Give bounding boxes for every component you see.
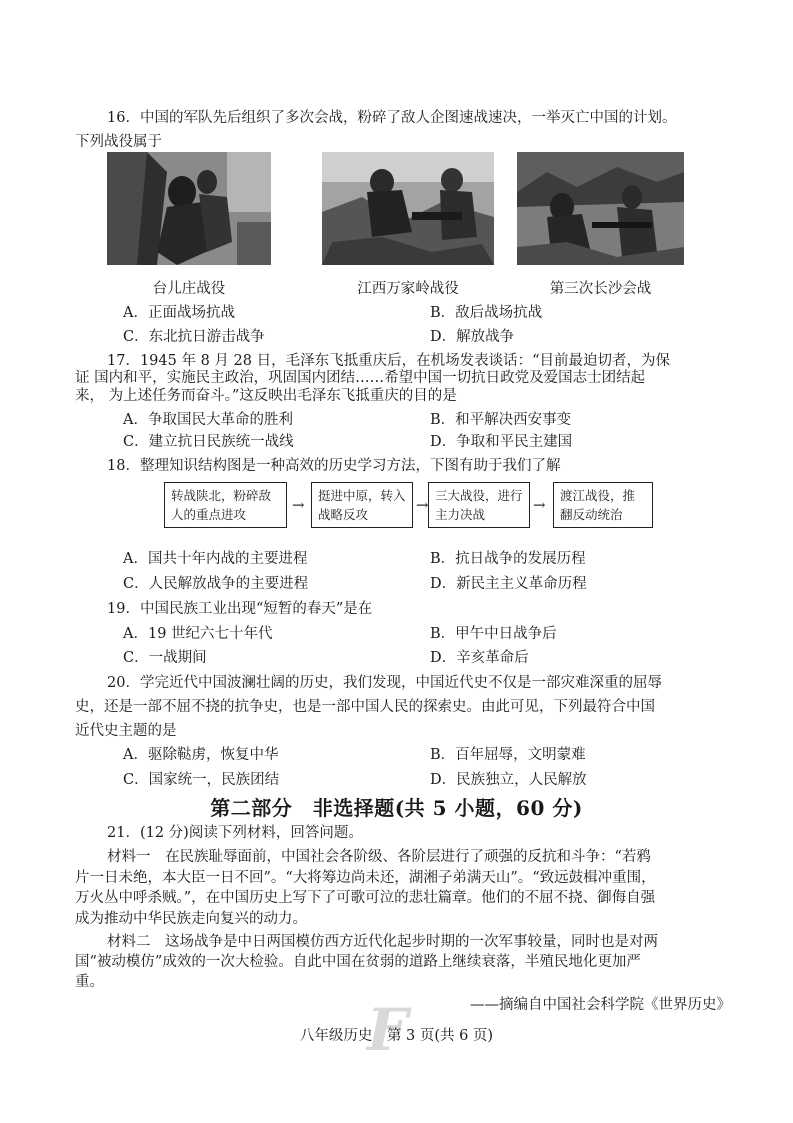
q16-option-c: C．东北抗日游击战争 <box>123 329 265 345</box>
flow-arrow-2: → <box>416 496 429 514</box>
caption-changsha: 第三次长沙会战 <box>549 281 652 297</box>
q19-stem-line1: 19．中国民族工业出现“短暂的春天”是在 <box>107 601 373 617</box>
flow-box-1: 转战陕北，粉碎敌人的重点进攻 <box>164 482 287 528</box>
q17-stem-line2: 证 国内和平，实施民主政治，巩固国内团结……希望中国一切抗日政党及爱国志士团结起 <box>75 370 646 386</box>
q17-option-b: B．和平解决西安事变 <box>430 412 572 428</box>
photo-changsha <box>517 152 684 265</box>
flow-arrow-3: → <box>533 496 546 514</box>
flow-box-3: 三大战役，进行主力决战 <box>428 482 530 528</box>
q19-option-c: C．一战期间 <box>123 650 207 666</box>
q17-option-d: D．争取和平民主建国 <box>430 434 573 450</box>
q21-material1-line2: 片一日未绝，本大臣一日不回”。“大将筹边尚未还，湖湘子弟满天山”。“致远鼓楫冲重围， <box>75 870 656 886</box>
q20-stem-line1: 20．学完近代中国波澜壮阔的历史，我们发现，中国近代史不仅是一部灾难深重的屈辱 <box>107 675 662 691</box>
watermark-letter: F <box>367 996 409 1064</box>
q19-option-a: A．19 世纪六七十年代 <box>123 626 273 642</box>
q21-material2-line1: 材料二 这场战争是中日两国模仿西方近代化起步时期的一次军事较量，同时也是对两 <box>107 934 658 950</box>
q18-option-c: C．人民解放战争的主要进程 <box>123 576 309 592</box>
flow-box-2: 挺进中原，转入战略反攻 <box>311 482 413 528</box>
photo-wanjialing <box>322 152 494 265</box>
q19-option-b: B．甲午中日战争后 <box>430 626 557 642</box>
q21-stem-line1: 21．(12 分)阅读下列材料，回答问题。 <box>107 825 363 841</box>
q18-stem-line1: 18．整理知识结构图是一种高效的历史学习方法，下图有助于我们了解 <box>107 458 561 474</box>
page-footer: 八年级历史 第 3 页(共 6 页) <box>299 1028 494 1044</box>
q21-material1-line3: 万火丛中呼杀贼。”，在中国历史上写下了可歌可泣的悲壮篇章。他们的不屈不挠、御侮自强 <box>75 890 656 906</box>
q21-material1-line4: 成为推动中华民族走向复兴的动力。 <box>75 911 307 927</box>
q21-material2-line2: 国“被动模仿”成效的一次大检验。自此中国在贫弱的道路上继续衰落，半殖民地化更加严 <box>75 954 641 970</box>
q20-option-d: D．民族独立，人民解放 <box>430 772 587 788</box>
flow-box-4: 渡江战役，推翻反动统治 <box>553 482 653 528</box>
q19-option-d: D．辛亥革命后 <box>430 650 529 666</box>
q17-stem-line1: 17．1945 年 8 月 28 日，毛泽东飞抵重庆后，在机场发表谈话：“目前最迫切者，为保 <box>107 353 670 369</box>
q18-option-b: B．抗日战争的发展历程 <box>430 551 586 567</box>
q21-material1-line1: 材料一 在民族耻辱面前，中国社会各阶级、各阶层进行了顽强的反抗和斗争：“若鸦 <box>107 849 651 865</box>
q20-option-b: B．百年屈辱，文明蒙难 <box>430 747 586 763</box>
q20-stem-line3: 近代史主题的是 <box>75 723 177 739</box>
q16-option-d: D．解放战争 <box>430 329 515 345</box>
flow-arrow-1: → <box>292 496 305 514</box>
q17-option-c: C．建立抗日民族统一战线 <box>123 434 294 450</box>
q20-stem-line2: 史，还是一部不屈不挠的抗争史，也是一部中国人民的探索史。由此可见，下列最符合中国 <box>75 699 655 715</box>
caption-wanjialing: 江西万家岭战役 <box>357 281 459 297</box>
q16-stem-line2: 下列战役属于 <box>75 134 162 150</box>
q21-material2-line3: 重。 <box>75 974 104 990</box>
q18-option-d: D．新民主主义革命历程 <box>430 576 587 592</box>
q18-option-a: A．国共十年内战的主要进程 <box>123 551 308 567</box>
photo-taierzhuang <box>107 152 271 265</box>
q17-stem-line3: 来， 为上述任务而奋斗。”这反映出毛泽东飞抵重庆的目的是 <box>75 388 457 404</box>
q16-option-a: A．正面战场抗战 <box>123 305 235 321</box>
q20-option-c: C．国家统一，民族团结 <box>123 772 280 788</box>
q16-option-b: B．敌后战场抗战 <box>430 305 543 321</box>
part2-title: 第二部分 非选择题(共 5 小题，60 分) <box>210 796 583 820</box>
q21-source-citation: ——摘编自中国社会科学院《世界历史》 <box>470 997 731 1013</box>
q17-option-a: A．争取国民大革命的胜利 <box>123 412 293 428</box>
q16-stem-line1: 16．中国的军队先后组织了多次会战，粉碎了敌人企图速战速决，一举灭亡中国的计划。 <box>107 110 677 126</box>
q20-option-a: A．驱除鞑虏，恢复中华 <box>123 747 279 763</box>
caption-taierzhuang: 台儿庄战役 <box>152 281 226 297</box>
